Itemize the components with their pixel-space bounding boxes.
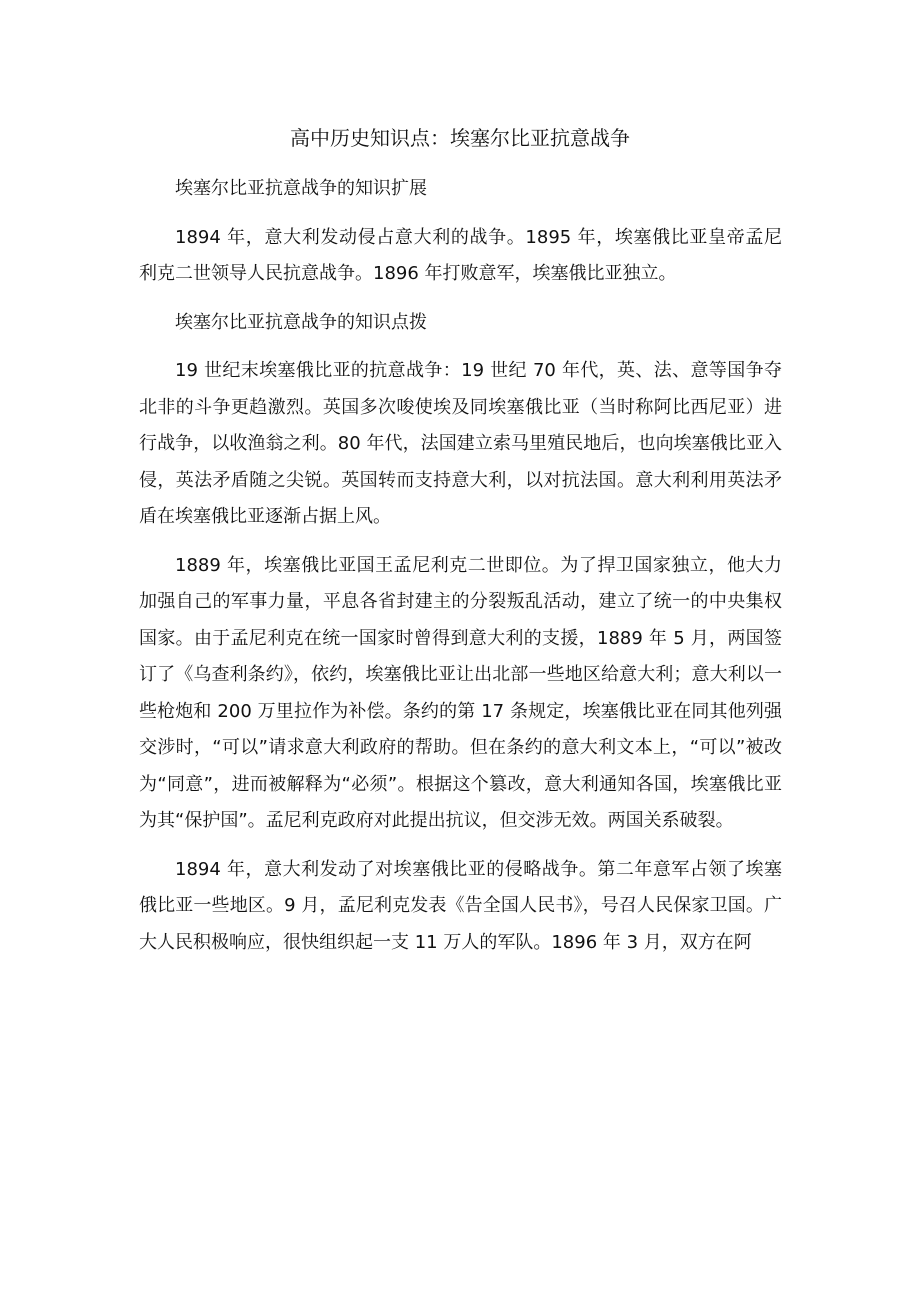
paragraph-treaty: 1889 年，埃塞俄比亚国王孟尼利克二世即位。为了捍卫国家独立，他大力加强自己的军事力量，平息各省封建主的分裂叛乱活动，建立了统一的中央集权国家。由于孟尼利克在统一国家时曾得到意大利的支援，1889 年 5 月，两国签订了《乌查利条约》，依约，埃塞俄比亚让出北部一些地区给意大利；意大利以一些枪炮和 200 万里拉作为补偿。条约的第 17 条规定，埃塞俄比亚在同其他列强交涉时，“可以”请求意大利政府的帮助。但在条约的意大利文本上，“可以”被改为“同意”，进而被解释为“必须”。根据这个篡改，意大利通知各国，埃塞俄比亚为其“保护国”。孟尼利克政府对此提出抗议，但交涉无效。两国关系破裂。: [139, 554, 782, 831]
paragraph-war: 1894 年，意大利发动了对埃塞俄比亚的侵略战争。第二年意军占领了埃塞俄比亚一些地区。9 月，孟尼利克发表《告全国人民书》，号召人民保家卫国。广大人民积极响应，很快组织起一支 11 万人的军队。1896 年 3 月，双方在阿: [139, 858, 782, 953]
paragraph-summary: 1894 年，意大利发动侵占意大利的战争。1895 年，埃塞俄比亚皇帝孟尼利克二世领导人民抗意战争。1896 年打败意军，埃塞俄比亚独立。: [139, 226, 782, 284]
paragraph-background: 19 世纪末埃塞俄比亚的抗意战争：19 世纪 70 年代，英、法、意等国争夺北非的斗争更趋激烈。英国多次唆使埃及同埃塞俄比亚（当时称阿比西尼亚）进行战争，以收渔翁之利。80 年代，法国建立索马里殖民地后，也向埃塞俄比亚入侵，英法矛盾随之尖锐。英国转而支持意大利，以对抗法国。意大利利用英法矛盾在埃塞俄比亚逐渐占据上风。: [139, 360, 782, 527]
document-body: [139, 171, 782, 973]
section-heading-extension: 埃塞尔比亚抗意战争的知识扩展: [175, 178, 427, 199]
document-title: 高中历史知识点：埃塞尔比亚抗意战争: [290, 126, 630, 150]
section-heading-guidance: 埃塞尔比亚抗意战争的知识点拨: [175, 311, 427, 333]
